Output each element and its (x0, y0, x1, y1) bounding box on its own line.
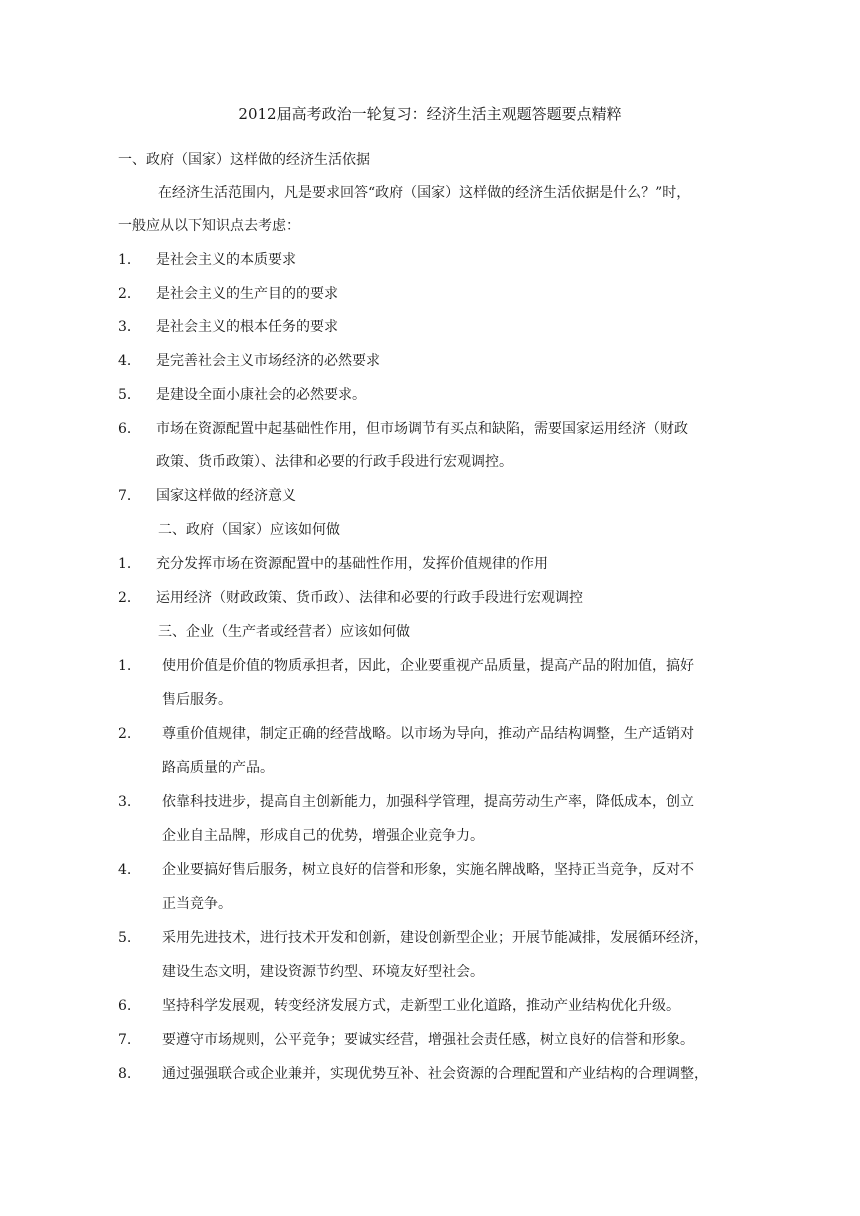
item-text: 企业要搞好售后服务，树立良好的信誉和形象，实施名牌战略，坚持正当竞争，反对不 (162, 862, 694, 878)
item-text: 依靠科技进步，提高自主创新能力，加强科学管理，提高劳动生产率，降低成本，创立 (162, 794, 694, 810)
item-text: 坚持科学发展观，转变经济发展方式，走新型工业化道路，推动产业结构优化升级。 (162, 998, 680, 1014)
section3-item-1 (118, 656, 694, 676)
section3-item-2 (118, 724, 694, 744)
item-number: 2. (118, 726, 132, 742)
item-text: 是社会主义的本质要求 (156, 252, 296, 268)
section1-item-5 (118, 385, 366, 405)
item-text: 要遵守市场规则，公平竞争；要诚实经营，增强社会责任感，树立良好的信誉和形象。 (162, 1032, 694, 1048)
section3-item-5-continued: 建设生态文明，建设资源节约型、环境友好型社会。 (162, 964, 484, 980)
section1-item-2 (118, 284, 338, 304)
section2-item-2 (118, 588, 583, 608)
item-text: 通过强强联合或企业兼并，实现优势互补、社会资源的合理配置和产业结构的合理调整， (162, 1066, 708, 1082)
item-number: 2． (118, 286, 141, 302)
item-number: 6． (118, 421, 141, 437)
item-text: 是社会主义的生产目的的要求 (156, 286, 338, 302)
section1-item-1 (118, 250, 296, 270)
item-text: 充分发挥市场在资源配置中的基础性作用，发挥价值规律的作用 (156, 556, 548, 572)
section3-item-8 (118, 1064, 708, 1084)
section3-item-1-continued: 售后服务。 (162, 692, 232, 708)
section1-item-3 (118, 317, 338, 337)
section1-item-6 (118, 419, 688, 439)
section1-heading: 一、政府（国家）这样做的经济生活依据 (118, 152, 370, 168)
item-number: 1． (118, 252, 141, 268)
section3-item-2-continued: 路高质量的产品。 (162, 760, 274, 776)
item-number: 7． (118, 488, 141, 504)
item-text: 是社会主义的根本任务的要求 (156, 319, 338, 335)
section1-item-6-continued: 政策、货币政策）、法律和必要的行政手段进行宏观调控。 (156, 454, 513, 470)
item-number: 1． (118, 556, 141, 572)
item-number: 4. (118, 862, 132, 878)
section3-item-4-continued: 正当竞争。 (162, 896, 232, 912)
section3-heading: 三、企业（生产者或经营者）应该如何做 (158, 624, 410, 640)
section3-item-7 (118, 1030, 694, 1050)
item-text: 是完善社会主义市场经济的必然要求 (156, 353, 380, 369)
section2-item-1 (118, 554, 548, 574)
item-number: 5． (118, 387, 141, 403)
item-number: 4． (118, 353, 141, 369)
item-text: 采用先进技术，进行技术开发和创新，建设创新型企业；开展节能减排，发展循环经济， (162, 930, 708, 946)
document-title: 2012届高考政治一轮复习：经济生活主观题答题要点精粹 (238, 105, 622, 123)
item-number: 3. (118, 794, 132, 810)
section3-item-6 (118, 996, 680, 1016)
item-number: 1. (118, 658, 132, 674)
item-text: 国家这样做的经济意义 (156, 488, 296, 504)
section1-intro-line2: 一般应从以下知识点去考虑： (118, 218, 300, 234)
item-number: 8. (118, 1066, 132, 1082)
section3-item-4 (118, 860, 694, 880)
section1-item-4 (118, 351, 380, 371)
item-text: 尊重价值规律，制定正确的经营战略。以市场为导向，推动产品结构调整，生产适销对 (162, 726, 694, 742)
item-number: 2． (118, 590, 141, 606)
item-number: 3． (118, 319, 141, 335)
item-number: 7. (118, 1032, 132, 1048)
section2-heading: 二、政府（国家）应该如何做 (158, 522, 340, 538)
item-text: 市场在资源配置中起基础性作用，但市场调节有买点和缺陷，需要国家运用经济（财政 (156, 421, 688, 437)
item-text: 是建设全面小康社会的必然要求。 (156, 387, 366, 403)
item-number: 5. (118, 930, 132, 946)
item-text: 使用价值是价值的物质承担者，因此，企业要重视产品质量，提高产品的附加值，搞好 (162, 658, 694, 674)
section1-item-7 (118, 486, 296, 506)
section3-item-5 (118, 928, 708, 948)
section3-item-3 (118, 792, 694, 812)
section3-item-3-continued: 企业自主品牌，形成自己的优势，增强企业竞争力。 (162, 828, 484, 844)
section1-intro-line1: 在经济生活范围内，凡是要求回答“政府（国家）这样做的经济生活依据是什么？”时， (158, 185, 691, 201)
item-number: 6. (118, 998, 132, 1014)
item-text: 运用经济（财政政策、货币政）、法律和必要的行政手段进行宏观调控 (156, 590, 583, 606)
